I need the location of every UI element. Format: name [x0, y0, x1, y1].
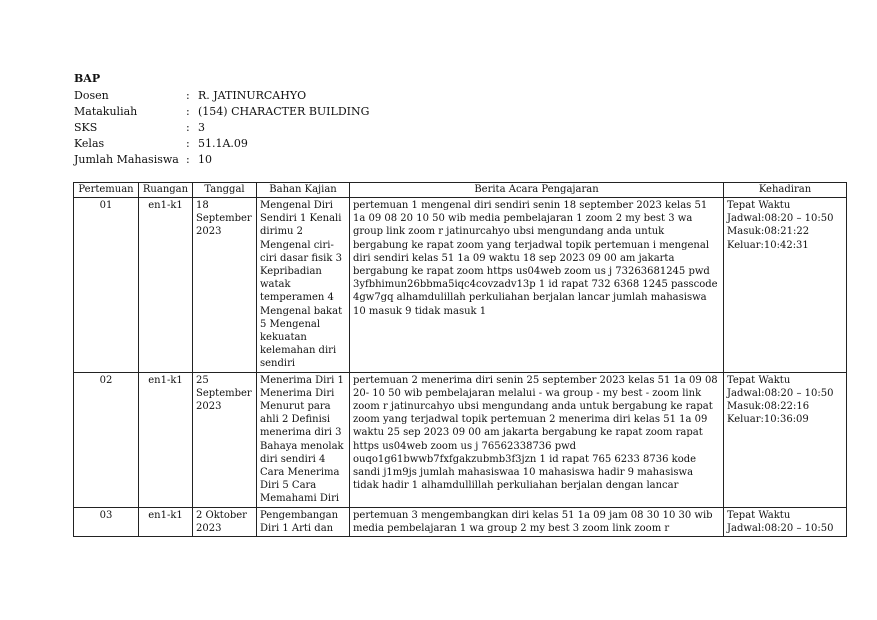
cell-berita-acara: pertemuan 2 menerima diri senin 25 september 2023 kelas 51 1a 09 08 20- 10 50 wib pembelajaran melalui - wa group - my best - zoom link zoom r jatinurcahyo ubsi mengundang anda untuk bergabung ke rapat zoom yang terjadwal topik pertemuan 2 menerima diri kelas 51 1a 09 waktu 25 sep 2023 09 00 am jakarta bergabung ke rapat zoom rapat https us04web zoom us j 76562338736 pwd ouqo1g61bwwb7fxfgakzubmb3f3jzn 1 id rapat 765 6233 8736 kode sandi j1m9js jumlah mahasiswaa 10 mahasiswa hadir 9 mahasiswa tidak hadir 1 alhamdullillah perkuliahan berjalan dengan lancar [350, 372, 724, 507]
document-title: BAP [74, 72, 101, 85]
kehadiran-status: Tepat Waktu [727, 200, 791, 211]
info-separator: : [186, 153, 190, 166]
cell-ruangan: en1-k1 [139, 507, 193, 536]
cell-tanggal: 18 September 2023 [193, 198, 257, 373]
info-row-kelas [74, 136, 369, 152]
cell-ruangan: en1-k1 [139, 372, 193, 507]
info-separator: : [186, 105, 190, 118]
cell-kehadiran [724, 507, 847, 536]
cell-bahan-kajian: Menerima Diri 1 Menerima Diri Menurut para ahli 2 Definisi menerima diri 3 Bahaya menolak diri sendiri 4 Cara Menerima Diri 5 Cara Memahami Diri [257, 372, 350, 507]
table-row [74, 198, 847, 373]
info-value: R. JATINURCAHYO [198, 89, 307, 102]
kehadiran-masuk: Masuk:08:21:22 [727, 226, 810, 238]
cell-ruangan: en1-k1 [139, 198, 193, 373]
info-value: 10 [198, 153, 212, 166]
info-label: Dosen [74, 89, 109, 102]
info-value: (154) CHARACTER BUILDING [198, 105, 370, 118]
table-row [74, 507, 847, 536]
kehadiran-jadwal: Jadwal:08:20 – 10:50 [727, 522, 834, 534]
kehadiran-status: Tepat Waktu [727, 509, 791, 521]
kehadiran-keluar: Keluar:10:42:31 [727, 239, 809, 251]
bap-table [73, 182, 847, 537]
table-row [74, 372, 847, 507]
cell-pertemuan: 02 [74, 372, 139, 507]
cell-tanggal: 2 Oktober 2023 [193, 507, 257, 536]
table-header-row [74, 183, 847, 198]
kehadiran-masuk: Masuk:08:22:16 [727, 401, 810, 413]
kehadiran-jadwal: Jadwal:08:20 – 10:50 [727, 387, 834, 399]
header-pertemuan: Pertemuan [74, 183, 139, 198]
course-info [74, 88, 369, 168]
info-value: 3 [198, 121, 205, 134]
info-row-jumlah-mahasiswa [74, 152, 369, 168]
cell-bahan-kajian: Mengenal Diri Sendiri 1 Kenali dirimu 2 Mengenal ciri-ciri dasar fisik 3 Kepribadian watak temperamen 4 Mengenal bakat 5 Mengenal kekuatan kelemahan diri sendiri [257, 198, 350, 373]
cell-kehadiran [724, 372, 847, 507]
info-row-dosen [74, 88, 369, 104]
kehadiran-jadwal: Jadwal:08:20 – 10:50 [727, 213, 834, 225]
info-row-matakuliah [74, 104, 369, 120]
header-ruangan: Ruangan [139, 183, 193, 198]
header-kehadiran: Kehadiran [724, 183, 847, 198]
cell-berita-acara: pertemuan 1 mengenal diri sendiri senin 18 september 2023 kelas 51 1a 09 08 20 10 50 wib media pembelajaran 1 zoom 2 my best 3 wa group link zoom r jatinurcahyo ubsi mengundang anda untuk bergabung ke rapat zoom yang terjadwal topik pertemuan i mengenal diri sendiri kelas 51 1a 09 waktu 18 sep 2023 09 00 am jakarta bergabung ke rapat zoom https us04web zoom us j 73263681245 pwd 3yfbhimun26bbma5iqc4covzadv13p 1 id rapat 732 6368 1245 passcode 4gw7gq alhamdulillah perkuliahan berjalan lancar jumlah mahasiswa 10 masuk 9 tidak masuk 1 [350, 198, 724, 373]
header-berita-acara: Berita Acara Pengajaran [350, 183, 724, 198]
cell-tanggal: 25 September 2023 [193, 372, 257, 507]
cell-berita-acara: pertemuan 3 mengembangkan diri kelas 51 1a 09 jam 08 30 10 30 wib media pembelajaran 1 wa group 2 my best 3 zoom link zoom r [350, 507, 724, 536]
info-row-sks [74, 120, 369, 136]
info-separator: : [186, 137, 190, 150]
info-label: Matakuliah [74, 105, 138, 118]
header-bahan-kajian: Bahan Kajian [257, 183, 350, 198]
info-label: Kelas [74, 137, 105, 150]
kehadiran-keluar: Keluar:10:36:09 [727, 414, 809, 426]
cell-kehadiran [724, 198, 847, 373]
info-separator: : [186, 89, 190, 102]
cell-pertemuan: 01 [74, 198, 139, 373]
info-label: SKS [74, 121, 98, 134]
info-label: Jumlah Mahasiswa [74, 153, 179, 166]
info-value: 51.1A.09 [198, 137, 248, 150]
kehadiran-status: Tepat Waktu [727, 374, 791, 386]
info-separator: : [186, 121, 190, 134]
cell-pertemuan: 03 [74, 507, 139, 536]
header-tanggal: Tanggal [193, 183, 257, 198]
cell-bahan-kajian: Pengembangan Diri 1 Arti dan [257, 507, 350, 536]
